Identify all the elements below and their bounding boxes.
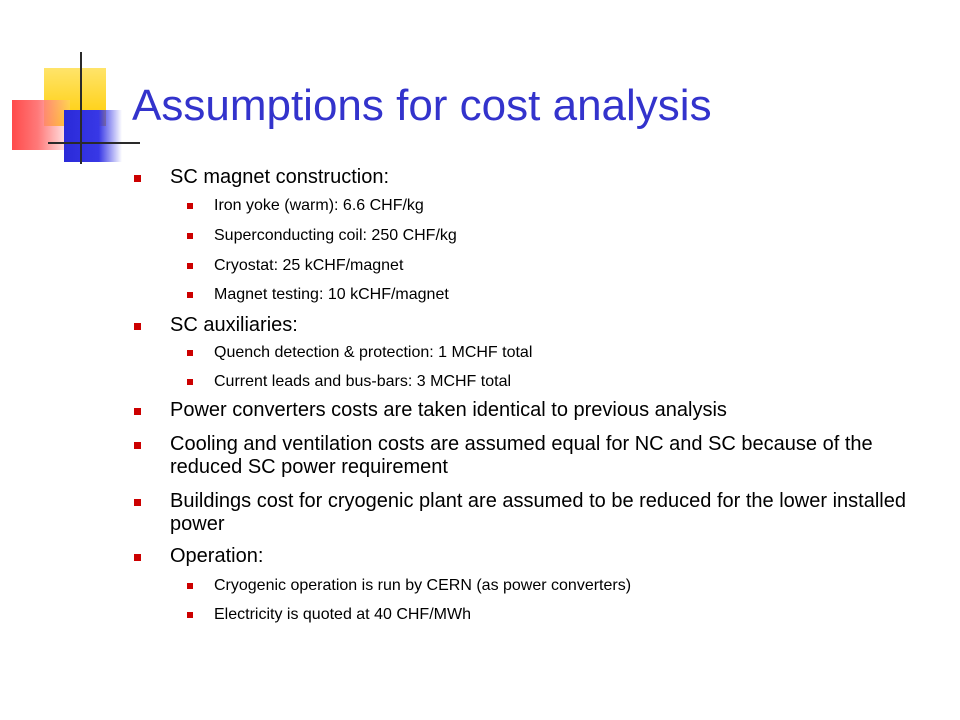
slide-title: Assumptions for cost analysis: [132, 81, 712, 130]
sub-bullet-item: [187, 226, 907, 245]
bullet-text: Buildings cost for cryogenic plant are assumed to be reduced for the lower installed power: [170, 490, 906, 535]
sub-bullet-text: Current leads and bus-bars: 3 MCHF total: [214, 373, 512, 390]
bullet-square-icon: [187, 583, 193, 589]
bullet-square-icon: [187, 263, 193, 269]
bullet-item: [134, 545, 914, 568]
bullet-square-icon: [187, 233, 193, 239]
bullet-text: Operation:: [170, 545, 264, 567]
bullet-text: Cooling and ventilation costs are assumed equal for NC and SC because of the reduced SC power requirement: [170, 433, 873, 478]
sub-bullet-item: [187, 285, 907, 304]
sub-bullet-item: [187, 372, 907, 391]
sub-bullet-text: Quench detection & protection: 1 MCHF total: [214, 344, 533, 361]
sub-bullet-item: [187, 343, 907, 362]
sub-bullet-text: Cryogenic operation is run by CERN (as power converters): [214, 577, 632, 594]
sub-bullet-item: [187, 576, 907, 595]
bullet-item: [134, 433, 914, 479]
bullet-square-icon: [187, 203, 193, 209]
sub-bullet-text: Magnet testing: 10 kCHF/magnet: [214, 286, 449, 303]
bullet-square-icon: [187, 379, 193, 385]
bullet-square-icon: [134, 323, 141, 330]
bullet-square-icon: [134, 442, 141, 449]
bullet-item: [134, 490, 914, 536]
bullet-item: [134, 314, 914, 337]
bullet-square-icon: [134, 499, 141, 506]
logo-horizontal-line: [48, 142, 140, 144]
sub-bullet-item: [187, 256, 907, 275]
bullet-square-icon: [134, 408, 141, 415]
sub-bullet-text: Superconducting coil: 250 CHF/kg: [214, 227, 457, 244]
logo-vertical-line: [80, 52, 82, 164]
sub-bullet-text: Electricity is quoted at 40 CHF/MWh: [214, 606, 471, 623]
bullet-text: SC magnet construction:: [170, 166, 389, 188]
bullet-square-icon: [187, 350, 193, 356]
slide-logo-decoration: [0, 0, 140, 170]
bullet-square-icon: [187, 612, 193, 618]
sub-bullet-item: [187, 196, 907, 215]
bullet-item: [134, 166, 914, 189]
logo-blue-square: [64, 110, 122, 162]
sub-bullet-text: Iron yoke (warm): 6.6 CHF/kg: [214, 197, 424, 214]
bullet-item: [134, 399, 914, 422]
bullet-square-icon: [134, 175, 141, 182]
sub-bullet-item: [187, 605, 907, 624]
bullet-text: SC auxiliaries:: [170, 314, 298, 336]
sub-bullet-text: Cryostat: 25 kCHF/magnet: [214, 257, 404, 274]
bullet-square-icon: [134, 554, 141, 561]
bullet-text: Power converters costs are taken identical to previous analysis: [170, 399, 727, 421]
bullet-square-icon: [187, 292, 193, 298]
